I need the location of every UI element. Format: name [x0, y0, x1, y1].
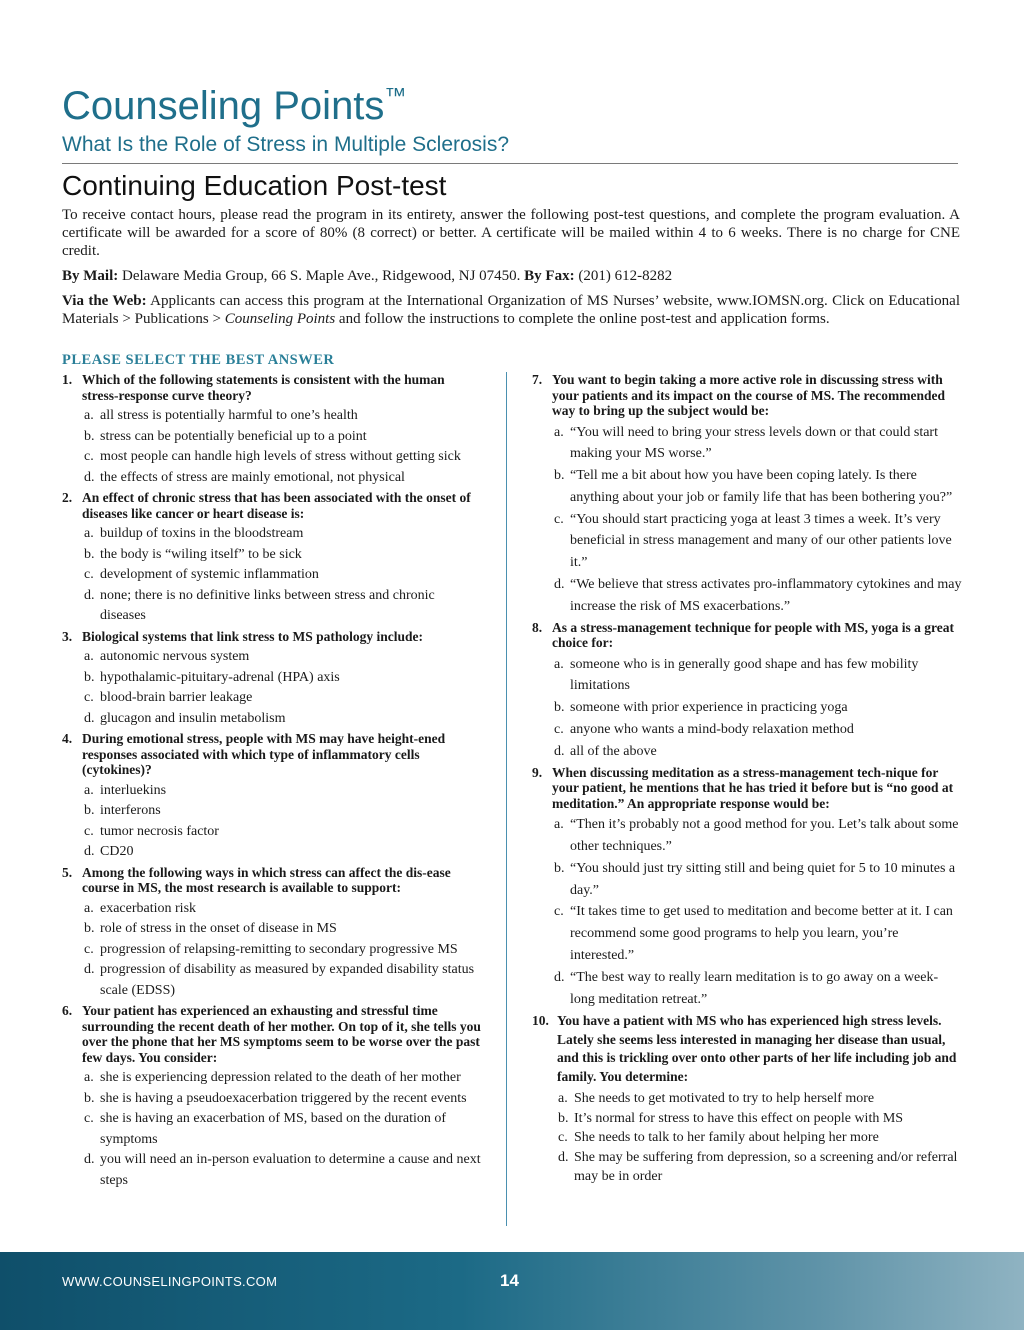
option-letter: c. [84, 1111, 94, 1126]
answer-option[interactable] [62, 709, 482, 730]
question-number: 5. [62, 864, 73, 880]
option-letter: c. [84, 690, 94, 705]
question-2 [62, 490, 482, 627]
question-text: 7. You want to begin taking a more active role in discussing stress with your patients and its impact on the course of MS. The recommended way to bring up the subject would be: [532, 372, 945, 418]
question-text: 8. As a stress-management technique for people with MS, yoga is a great choice for: [532, 619, 954, 651]
question-text: 4. During emotional stress, people with MS may have height-ened responses associated with which type of inflammatory cells (cytokines)? [62, 731, 446, 777]
question-number: 2. [62, 490, 73, 505]
answer-option[interactable] [532, 422, 962, 466]
answer-option[interactable] [532, 654, 962, 698]
answer-option[interactable] [532, 901, 962, 966]
option-text: She may be suffering from depression, so a screening and/or referral may be in order [574, 1149, 958, 1185]
option-text: the effects of stress are mainly emotional, not physical [100, 469, 405, 485]
web-line: Via the Web: Applicants can access this program at the International Organization of MS Nurses’ website, www.IOMSN.org. Click on Educational Materials > Publications > Counseling Points and follow the instructions to complete the online post-test and application forms. [62, 293, 960, 327]
option-text: buildup of toxins in the bloodstream [100, 526, 304, 541]
answer-option[interactable] [532, 858, 962, 902]
option-letter: b. [84, 428, 95, 444]
option-text: she is having a pseudoexacerbation triggered by the recent events [100, 1090, 467, 1106]
option-text: “The best way to really learn meditation is to go away on a week-long meditation retreat.” [570, 969, 939, 1007]
option-text: “Tell me a bit about how you have been coping lately. Is there anything about your job or family life that has been bothering you?” [570, 468, 953, 505]
option-text: It’s normal for stress to have this effect on people with MS [574, 1110, 904, 1126]
option-letter: c. [554, 722, 564, 738]
option-text: development of systemic inflammation [100, 567, 319, 582]
option-letter: d. [554, 969, 565, 985]
question-number: 1. [62, 372, 73, 387]
answer-option[interactable] [532, 697, 962, 719]
option-text: all stress is potentially harmful to one’s health [100, 408, 358, 423]
option-letter: b. [554, 860, 565, 876]
answer-option[interactable] [62, 468, 482, 489]
question-text: 2. An effect of chronic stress that has been associated with the onset of diseases like cancer or heart disease is: [62, 490, 471, 521]
section-title: Continuing Education Post-test [62, 170, 447, 201]
page-header [62, 72, 958, 160]
option-letter: b. [554, 468, 565, 484]
answer-option[interactable] [62, 781, 482, 802]
answer-option[interactable] [62, 427, 482, 448]
answer-option[interactable] [532, 1128, 962, 1148]
option-text: autonomic nervous system [100, 649, 250, 664]
option-text: none; there is no definitive links between stress and chronic diseases [100, 587, 435, 623]
option-letter: b. [84, 921, 95, 936]
option-letter: d. [84, 1152, 95, 1167]
option-text: CD20 [100, 844, 134, 859]
option-letter: c. [554, 904, 564, 920]
option-text: she is having an exacerbation of MS, based on the duration of symptoms [100, 1111, 447, 1147]
option-letter: b. [84, 546, 95, 562]
intro-section [62, 206, 960, 335]
answer-option[interactable] [62, 822, 482, 843]
option-letter: c. [84, 449, 94, 464]
option-letter: a. [84, 526, 94, 541]
option-letter: c. [554, 511, 564, 527]
option-letter: b. [558, 1110, 569, 1126]
option-letter: b. [84, 1090, 95, 1106]
question-6 [62, 1003, 482, 1191]
column-divider [506, 372, 507, 1226]
question-5 [62, 865, 482, 1002]
answer-option[interactable] [62, 1150, 482, 1191]
option-letter: d. [554, 743, 565, 759]
option-text: hypothalamic-pituitary-adrenal (HPA) axis [100, 669, 340, 685]
answer-option[interactable] [532, 1089, 962, 1109]
option-letter: b. [554, 700, 565, 716]
option-text: someone with prior experience in practicing yoga [570, 700, 848, 716]
option-text: stress can be potentially beneficial up to a point [100, 428, 367, 444]
option-text: she is experiencing depression related to the death of her mother [100, 1070, 461, 1085]
question-number: 8. [532, 619, 543, 635]
option-letter: a. [84, 782, 94, 798]
question-number: 6. [62, 1003, 73, 1018]
answer-option[interactable] [62, 842, 482, 863]
answer-option[interactable] [62, 1068, 482, 1089]
mail-fax-line [62, 267, 960, 285]
option-letter: c. [558, 1130, 568, 1146]
answer-option[interactable] [62, 801, 482, 822]
page-title: Counseling Points™ [62, 83, 407, 128]
option-text: She needs to talk to her family about helping her more [574, 1130, 879, 1146]
option-text: role of stress in the onset of disease in MS [100, 921, 337, 936]
option-text: the body is “wiling itself” to be sick [100, 546, 302, 562]
question-number: 10. [532, 1013, 549, 1029]
publication-name: Counseling Points [224, 311, 336, 327]
option-text: anyone who wants a mind-body relaxation method [570, 722, 854, 738]
option-text: interluekins [100, 782, 167, 798]
option-text: someone who is in generally good shape and has few mobility limitations [570, 656, 919, 694]
option-text: glucagon and insulin metabolism [100, 710, 286, 726]
option-letter: a. [84, 649, 94, 664]
option-text: “You will need to bring your stress levels down or that could start making your MS worse.” [570, 424, 938, 462]
mail-address: Delaware Media Group, 66 S. Maple Ave., Ridgewood, NJ 07450. [118, 268, 525, 284]
question-number: 7. [532, 372, 543, 387]
intro-paragraph: To receive contact hours, please read the program in its entirety, answer the following post-test questions, and complete the program evaluation. A certificate will be awarded for a score of 80% (8 correct) or better. A certificate will be mailed within 4 to 6 weeks. There is no charge for CNE credit. [62, 207, 960, 259]
option-letter: c. [84, 823, 94, 839]
question-text: 5. Among the following ways in which stress can affect the dis-ease course in MS, the most research is available to support: [62, 864, 451, 895]
question-7 [532, 372, 962, 618]
question-text: 6. Your patient has experienced an exhausting and stressful time surrounding the recent death of her mother. On top of it, she tells you over the phone that her MS symptoms seem to be worse over the past few days. You consider: [62, 1003, 481, 1065]
option-letter: a. [84, 408, 94, 423]
option-letter: a. [558, 1091, 568, 1107]
trademark-symbol: ™ [384, 83, 407, 108]
option-text: “We believe that stress activates pro-inflammatory cytokines and may increase the risk of MS exacerbations.” [570, 577, 962, 614]
answer-option[interactable] [532, 741, 962, 763]
answer-option[interactable] [62, 919, 482, 940]
answer-option[interactable] [532, 574, 962, 618]
header-divider [62, 163, 958, 164]
answer-option[interactable] [62, 406, 482, 427]
answer-option[interactable] [532, 814, 962, 858]
fax-number: (201) 612-8282 [574, 268, 673, 284]
answer-option[interactable] [532, 719, 962, 741]
questions-left-column [62, 372, 482, 1191]
option-letter: d. [84, 710, 95, 726]
question-number: 3. [62, 628, 73, 644]
question-1 [62, 372, 482, 488]
option-text: progression of relapsing-remitting to secondary progressive MS [100, 941, 458, 957]
answer-option[interactable] [532, 967, 962, 1011]
option-text: tumor necrosis factor [100, 823, 219, 839]
question-9 [532, 765, 962, 1011]
option-text: She needs to get motivated to try to help herself more [574, 1091, 875, 1107]
question-8 [532, 620, 962, 763]
answer-option[interactable] [62, 545, 482, 566]
option-letter: c. [84, 567, 94, 582]
question-4 [62, 731, 482, 863]
option-letter: d. [558, 1149, 569, 1165]
page-subtitle: What Is the Role of Stress in Multiple Sclerosis? [62, 133, 510, 156]
option-text: “You should just try sitting still and being quiet for 5 to 10 minutes a day.” [570, 860, 956, 898]
option-letter: c. [84, 941, 94, 957]
option-text: “It takes time to get used to meditation and become better at it. I can recommend some good programs to help you learn, you’re interested.” [570, 904, 953, 963]
option-letter: a. [554, 656, 564, 672]
answer-option[interactable] [62, 647, 482, 668]
answer-option[interactable] [62, 586, 482, 627]
option-letter: a. [554, 424, 564, 440]
fax-label: By Fax: [524, 268, 575, 284]
answer-option[interactable] [62, 447, 482, 468]
answer-option[interactable] [532, 509, 962, 574]
answer-option[interactable] [62, 960, 482, 1001]
select-heading: PLEASE SELECT THE BEST ANSWER [62, 352, 335, 368]
question-text: 10. You have a patient with MS who has experienced high stress levels. Lately she seems less interested in managing her disease than usual, and this is trickling over onto other parts of her life including job and family. You determine: [532, 1013, 957, 1084]
option-letter: a. [554, 817, 564, 833]
question-number: 9. [532, 764, 543, 780]
option-text: all of the above [570, 743, 657, 759]
answer-option[interactable] [532, 1148, 962, 1187]
question-3 [62, 629, 482, 730]
question-text: 3. Biological systems that link stress to MS pathology include: [62, 628, 424, 644]
answer-option[interactable] [62, 1089, 482, 1110]
option-text: “Then it’s probably not a good method for you. Let’s talk about some other techniques.” [570, 817, 959, 854]
option-letter: d. [84, 587, 95, 603]
footer-url[interactable]: WWW.COUNSELINGPOINTS.COM [62, 1274, 278, 1289]
option-letter: d. [84, 962, 95, 977]
option-letter: a. [84, 900, 94, 916]
questions-right-column [532, 372, 962, 1187]
answer-option[interactable] [62, 1109, 482, 1150]
option-text: interferons [100, 803, 161, 818]
option-text: exacerbation risk [100, 900, 197, 916]
option-letter: d. [84, 844, 95, 859]
option-letter: a. [84, 1070, 94, 1085]
answer-option[interactable] [62, 899, 482, 920]
option-text: blood-brain barrier leakage [100, 690, 253, 705]
question-number: 4. [62, 731, 73, 746]
option-letter: b. [84, 803, 95, 818]
answer-option[interactable] [62, 524, 482, 545]
question-text: 9. When discussing meditation as a stress-management tech-nique for your patient, he mentions that he has tried it before but is “no good at meditation.” An appropriate response would be: [532, 764, 954, 811]
web-label: Via the Web: [62, 293, 147, 309]
answer-option[interactable] [62, 668, 482, 689]
page-number: 14 [500, 1271, 519, 1290]
answer-option[interactable] [62, 940, 482, 961]
option-text: “You should start practicing yoga at least 3 times a week. It’s very beneficial in stress management and many of our other patients love it.” [570, 511, 952, 571]
option-letter: b. [84, 669, 95, 685]
question-10 [532, 1012, 962, 1187]
option-letter: d. [84, 469, 95, 485]
mail-label: By Mail: [62, 268, 119, 284]
option-letter: d. [554, 577, 565, 593]
answer-option[interactable] [532, 1109, 962, 1129]
answer-option[interactable] [532, 465, 962, 509]
option-text: most people can handle high levels of stress without getting sick [100, 449, 461, 464]
answer-option[interactable] [62, 688, 482, 709]
question-text: 1. Which of the following statements is consistent with the human stress-response curve theory? [62, 372, 445, 403]
option-text: progression of disability as measured by expanded disability status scale (EDSS) [100, 962, 475, 998]
page-footer [0, 1252, 1024, 1330]
answer-option[interactable] [62, 565, 482, 586]
option-text: you will need an in-person evaluation to determine a cause and next steps [100, 1152, 481, 1188]
